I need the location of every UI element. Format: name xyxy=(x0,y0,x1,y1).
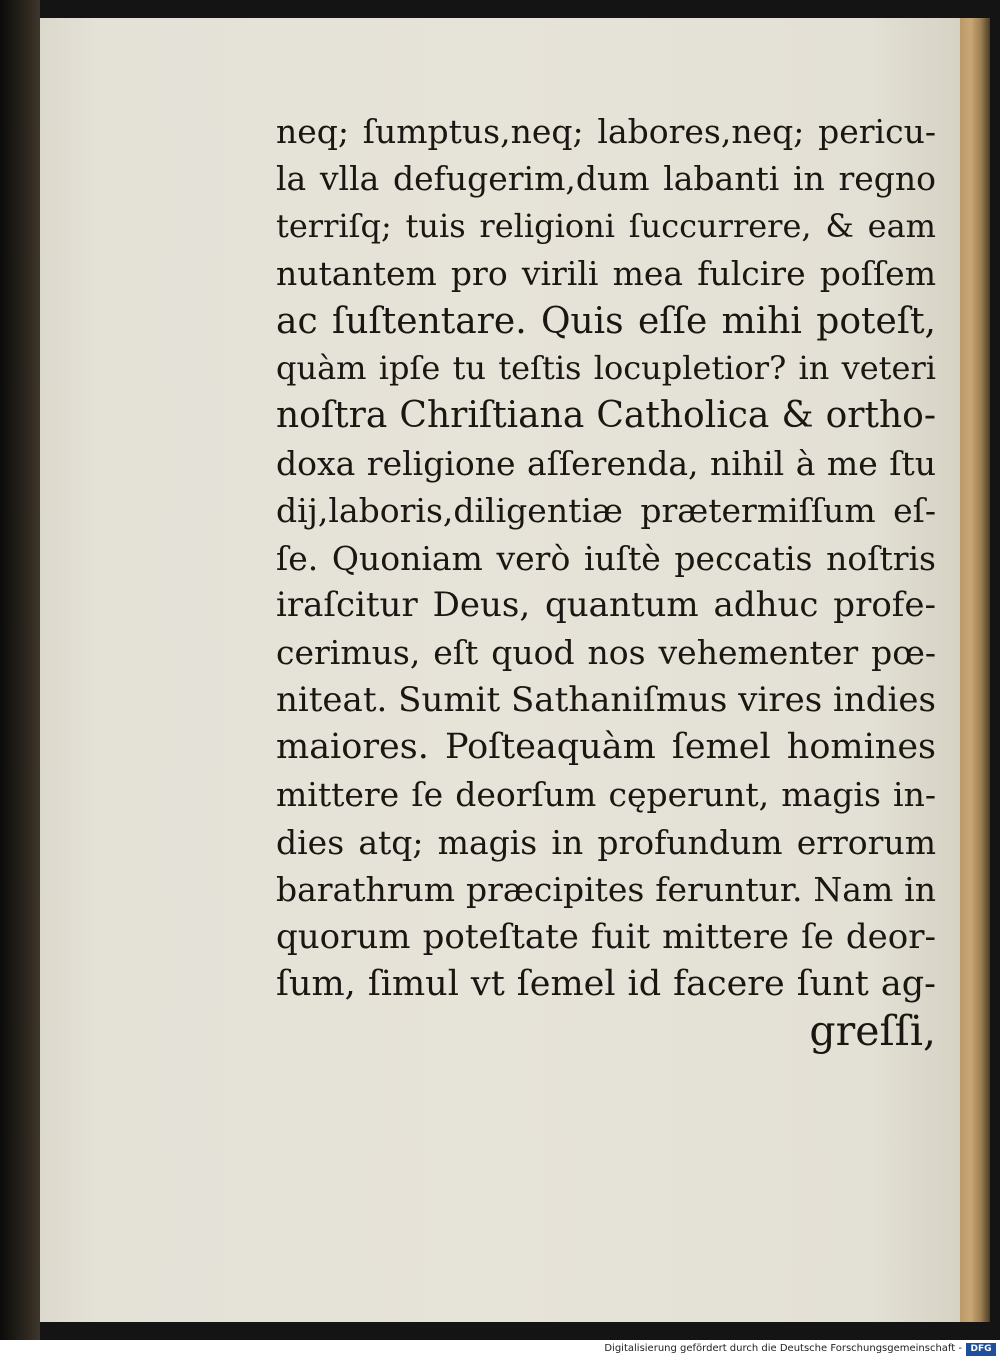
text-line: ſum, ſimul vt ſemel id facere ſunt ag- xyxy=(276,964,936,1005)
text-line: niteat. Sumit Sathaniſmus vires indies xyxy=(276,679,936,720)
text-line: terriſq; tuis religioni ſuccurrere, & eam xyxy=(276,206,936,245)
text-line: nutantem pro virili mea fulcire poſſem xyxy=(276,254,936,294)
text-line: quàm ipſe tu teſtis locupletior? in veteri xyxy=(276,348,936,387)
text-line: cerimus, eſt quod nos vehementer pœ- xyxy=(276,633,936,673)
text-line: dij,laboris,diligentiæ prætermiſſum eſ- xyxy=(276,491,936,531)
text-line: dies atq; magis in profundum errorum xyxy=(276,822,936,862)
dfg-logo-icon: DFG xyxy=(966,1343,996,1356)
text-line: quorum poteſtate fuit mittere ſe deor- xyxy=(276,916,936,957)
funding-credit: Digitalisierung gefördert durch die Deutsche Forschungsgemeinschaft - xyxy=(604,1343,962,1354)
text-line: iraſcitur Deus, quantum adhuc profe- xyxy=(276,584,936,625)
text-line: noſtra Chriſtiana Catholica & ortho- xyxy=(276,395,936,437)
body-text xyxy=(276,108,936,1056)
text-line: barathrum præcipites feruntur. Nam in xyxy=(276,870,936,910)
text-line: ac ſuſtentare. Quis eſſe mihi poteſt, xyxy=(276,300,936,342)
catchword: greſſi, xyxy=(809,1007,936,1056)
text-line: neq; ſumptus,neq; labores,neq; pericu- xyxy=(276,112,936,151)
binding-shadow xyxy=(0,0,40,1340)
text-line: ſe. Quoniam verò iuſtè peccatis noſtris xyxy=(276,538,936,578)
digitization-footer xyxy=(0,1340,1000,1360)
text-line: maiores. Poſteaquàm ſemel homines xyxy=(276,727,936,768)
text-line: la vlla defugerim,dum labanti in regno xyxy=(276,159,936,199)
text-line: mittere ſe deorſum cęperunt, magis in- xyxy=(276,775,936,815)
page-edge xyxy=(960,18,990,1322)
text-line: doxa religione aſſerenda, nihil à me ſtu xyxy=(276,443,936,483)
